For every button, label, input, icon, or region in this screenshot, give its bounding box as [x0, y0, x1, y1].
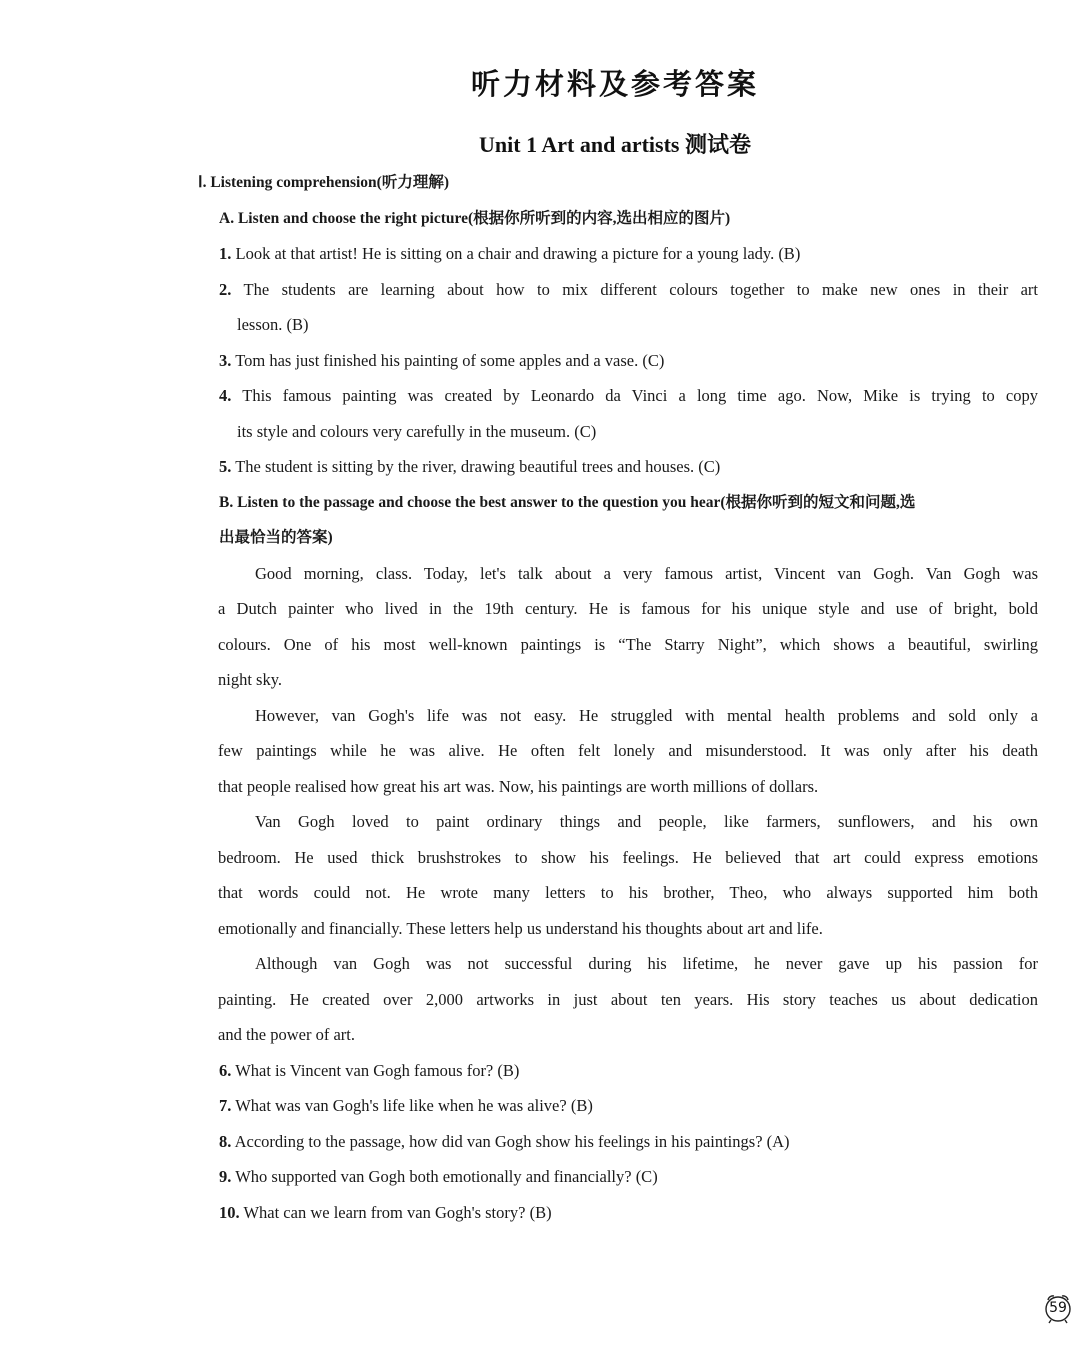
item-text: What is Vincent van Gogh famous for? (B) — [235, 1060, 520, 1080]
item-text: What can we learn from van Gogh's story? (B) — [243, 1202, 552, 1222]
passage-line: However, van Gogh's life was not easy. He struggled with mental health problems and sold only a — [255, 705, 1038, 725]
item-number: 8. — [219, 1131, 232, 1151]
item-text: Who supported van Gogh both emotionally and financially? (C) — [235, 1167, 658, 1186]
page-title: 听力材料及参考答案 — [470, 67, 759, 101]
item-text: Tom has just finished his painting of some apples and a vase. (C) — [235, 350, 665, 370]
question-item — [198, 1088, 1038, 1124]
list-item — [198, 272, 1038, 308]
section-heading: Ⅰ. Listening comprehension(听力理解) — [198, 174, 450, 191]
passage-line: Van Gogh loved to paint ordinary things and people, like farmers, sunflowers, and his own — [255, 812, 1038, 831]
item-number: 4. — [219, 386, 232, 405]
passage-line: emotionally and financially. These letters help us understand his thoughts about art and life. — [218, 918, 823, 938]
passage-line: painting. He created over 2,000 artworks in just about ten years. His story teaches us about dedication — [218, 989, 1038, 1009]
part-b-heading: B. Listen to the passage and choose the best answer to the question you hear(根据你听到的短文和问题,选 — [219, 493, 916, 511]
passage-line: colours. One of his most well-known paintings is “The Starry Night”, which shows a beautiful, swirling — [218, 634, 1038, 654]
passage-line: that people realised how great his art was. Now, his paintings are worth millions of dollars. — [218, 776, 819, 796]
page-number: 59 — [1049, 1300, 1067, 1316]
question-item — [198, 1195, 1038, 1231]
page-number-badge — [1042, 1292, 1074, 1324]
item-text: According to the passage, how did van Gogh show his feelings in his paintings? (A) — [234, 1131, 790, 1151]
list-item — [198, 343, 1038, 379]
unit-title: Unit 1 Art and artists 测试卷 — [479, 132, 751, 157]
item-number: 3. — [219, 350, 232, 370]
item-text: This famous painting was created by Leonardo da Vinci a long time ago. Now, Mike is trying to copy — [242, 386, 1039, 405]
question-item — [198, 1159, 1038, 1195]
item-number: 7. — [219, 1096, 232, 1115]
passage-line: few paintings while he was alive. He often felt lonely and misunderstood. It was only after his death — [218, 741, 1038, 760]
passage-line: Good morning, class. Today, let's talk about a very famous artist, Vincent van Gogh. Van Gogh was — [255, 563, 1038, 583]
item-text: What was van Gogh's life like when he was alive? (B) — [235, 1096, 593, 1115]
question-item — [198, 1124, 1038, 1160]
passage-line: and the power of art. — [218, 1025, 355, 1044]
list-item-continuation: lesson. (B) — [237, 315, 309, 334]
passage-line: Although van Gogh was not successful during his lifetime, he never gave up his passion for — [255, 954, 1038, 973]
document-body — [198, 165, 1038, 1230]
list-item — [198, 378, 1038, 414]
item-number: 9. — [219, 1167, 232, 1186]
item-number: 10. — [219, 1202, 240, 1222]
item-number: 6. — [219, 1060, 232, 1080]
passage-line: bedroom. He used thick brushstrokes to show his feelings. He believed that art could express emotions — [218, 847, 1038, 867]
item-text: Look at that artist! He is sitting on a chair and drawing a picture for a young lady. (B) — [235, 244, 801, 263]
part-a-heading: A. Listen and choose the right picture(根据你所听到的内容,选出相应的图片) — [219, 209, 731, 227]
item-text: The student is sitting by the river, drawing beautiful trees and houses. (C) — [235, 457, 721, 476]
item-number: 1. — [219, 244, 232, 263]
list-item — [198, 236, 1038, 272]
item-number: 5. — [219, 457, 232, 476]
passage-line: a Dutch painter who lived in the 19th century. He is famous for his unique style and use of bright, bold — [218, 599, 1038, 618]
list-item-continuation: its style and colours very carefully in the museum. (C) — [237, 421, 597, 441]
question-item — [198, 1053, 1038, 1089]
item-number: 2. — [219, 279, 232, 299]
passage-line: night sky. — [218, 670, 283, 689]
list-item — [198, 449, 1038, 485]
item-text: The students are learning about how to mix different colours together to make new ones in their art — [243, 279, 1039, 299]
passage-line: that words could not. He wrote many letters to his brother, Theo, who always supported him both — [218, 883, 1038, 902]
part-b-heading-continuation: 出最恰当的答案) — [219, 529, 333, 546]
